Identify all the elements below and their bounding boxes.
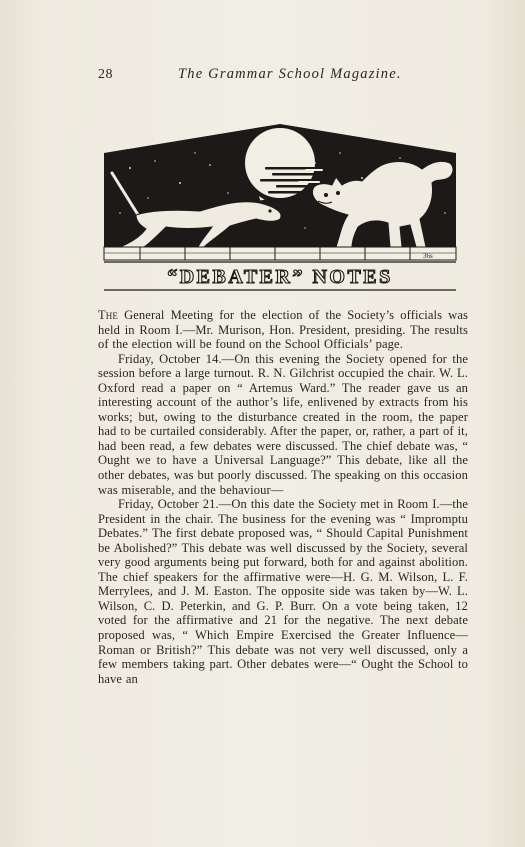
paragraph-october-21: Friday, October 21.—On this date the Society met in Room I.—the President in the chair. The business for the evening was “ Impromptu Debates.” The first debate proposed was, “ Should Capital Punishment be Abolished?” This debate was well discussed by the Society, several very good arguments being put forward, both for and against abolition. The chief speakers for the affirmative were—H. G. M. Wilson, L. F. Merrylees, and J. M. Easton. The opposite side was taken by—W. L. Wilson, C. D. Peterkin, and G. P. Burr. On a vote being taken, 12 voted for the affirmative and 21 for the negative. The next debate proposed was, “ Which Empire Exercised the Greater Influence—Roman or British?” This debate was not very well discussed, only a few members taking part. Other debates were—“ Ought the School to have an	[98, 497, 468, 686]
magazine-title: The Grammar School Magazine.	[178, 66, 402, 82]
cat-and-dog-illustration	[100, 123, 460, 293]
article-body	[98, 308, 468, 686]
paragraph-october-14: Friday, October 14.—On this evening the Society opened for the session before a large turnout. R. N. Gilchrist occupied the chair. W. L. Oxford read a paper on “ Artemus Ward.” The reader gave us an interesting account of the author’s life, enlivened by extracts from his works; but, owing to the disturbance created in the room, the paper had to be curtailed considerably. After the paper, or, rather, a part of it, had been read, a few debates were discussed. The chief debate was, “ Ought we to have a Universal Language?” This debate, like all the other debates, was but poorly discussed. The speaking on this occasion was miserable, and the behaviour—	[98, 351, 468, 497]
paragraph-text: General Meeting for the election of the Society’s officials was held in Room I.—Mr. Murison, Hon. President, presiding. The results of the election will be found on the School Officials’ page.	[98, 308, 468, 352]
lead-word: The	[98, 308, 118, 322]
running-head	[98, 66, 465, 83]
fence	[104, 247, 456, 260]
debater-notes-headpiece	[100, 123, 460, 293]
section-title: “DEBATER” NOTES	[167, 266, 393, 288]
page-number: 28	[98, 67, 113, 82]
artist-signature: 36s	[423, 252, 433, 260]
paragraph-general-meeting	[98, 308, 468, 352]
